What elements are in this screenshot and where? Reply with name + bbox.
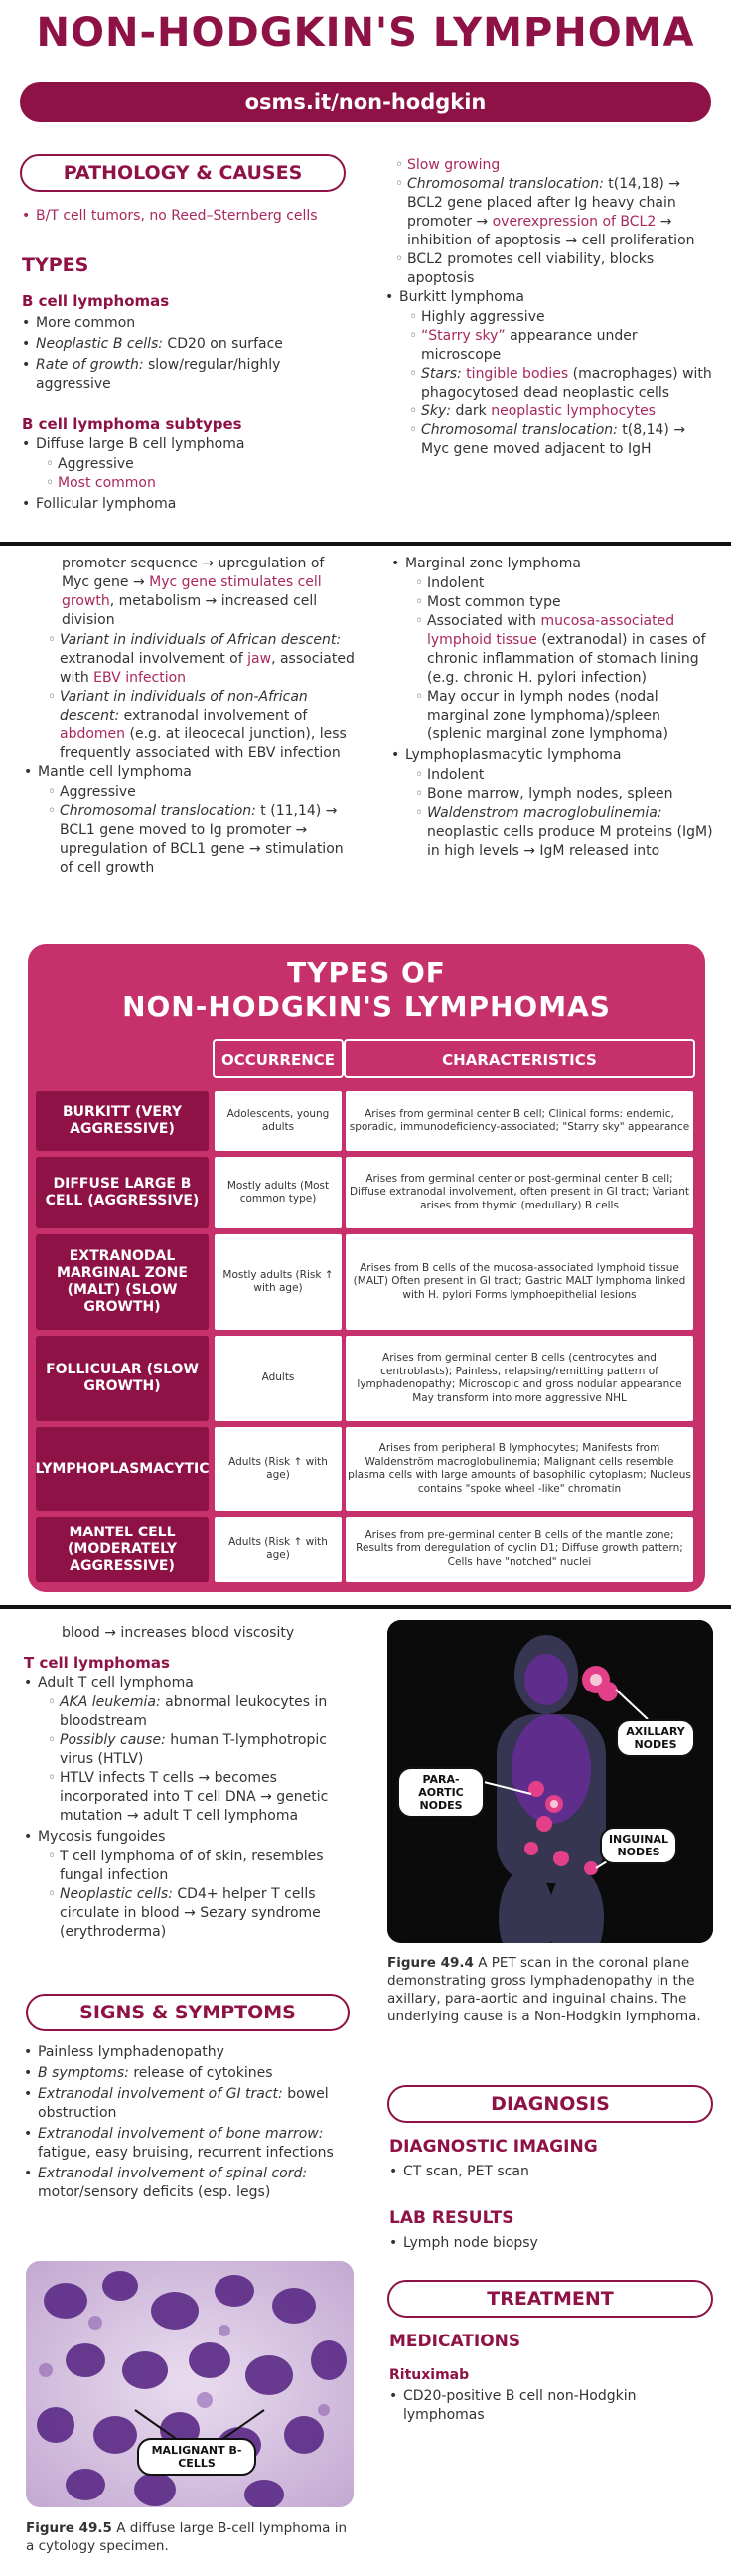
burkitt-continued: promoter sequence → upregulation of Myc gene → Myc gene stimulates cell growth, metabolism → increased cell division ◦ Variant in individuals of African descent: extranodal involvement of jaw, associated with EBV infection ◦ Variant in individuals of non-African descent: extranodal involvement of abdomen (e.g. at ileocecal junction), less frequently associated with EBV infection • Mantle cell lymphoma ◦ Aggressive ◦ Chromosomal translocation: t (11,14) → BCL1 gene moved to Ig promoter → upregulation of BCL1 gene → stimulation of cell growth [38,555,356,880]
list-item: ◦ T cell lymphoma of of skin, resembles fungal infection [48,1848,352,1885]
tcell-list [24,1674,352,1944]
figure-49-5-caption: Figure 49.5 A diffuse large B-cell lymphoma in a cytology specimen. [26,2520,348,2554]
list-item: • B symptoms: release of cytokines [24,2064,352,2083]
list-item: ◦ AKA leukemia: abnormal leukocytes in bloodstream [48,1693,352,1731]
table-cell-characteristics: Arises from germinal center B cells (centrocytes and centroblasts); Painless, relapsing/remitting pattern of lymphadenopathy; Microscopic and gross nodular appearance May transform into more aggressive NHL [346,1336,693,1421]
table-cell-occurrence: Mostly adults (Most common type) [215,1157,342,1228]
list-item: • Diffuse large B cell lymphoma ◦ Aggressive ◦ Most common [22,435,350,493]
table-cell-occurrence: Adults [215,1336,342,1421]
medications-heading: MEDICATIONS [389,2332,521,2351]
list-item: • Follicular lymphoma [22,495,350,514]
pathology-header: PATHOLOGY & CAUSES [20,154,346,192]
inguinal-nodes-label: INGUINAL NODES [600,1827,677,1864]
list-item: ◦ Variant in individuals of non-African descent: extranodal involvement of abdomen (e.g. at ileocecal junction), less frequently associated with EBV infection [48,688,356,763]
list-item: • Extranodal involvement of GI tract: bowel obstruction [24,2085,352,2123]
list-item: • Neoplastic B cells: CD20 on surface [22,335,350,354]
list-item: ◦ Sky: dark neoplastic lymphocytes [409,402,713,421]
list-item: • Lymph node biopsy [389,2234,713,2253]
list-item: • More common [22,314,350,333]
list-item: ◦ Neoplastic cells: CD4+ helper T cells circulate in blood → Sezary syndrome (erythroderma) [48,1885,352,1942]
table-cell-occurrence: Mostly adults (Risk ↑ with age) [215,1234,342,1330]
list-item: ◦ Most common [46,474,350,493]
list-item: • CD20-positive B cell non-Hodgkin lymphomas [389,2387,713,2425]
list-item: ◦ Most common type [415,593,713,612]
subtypes-list [22,435,350,516]
bcell-list [22,314,350,396]
table-cell-characteristics: Arises from pre-germinal center B cells of the mantle zone; Results from deregulation of cyclin D1; Diffuse growth pattern; Cells have "notched" nuclei [346,1517,693,1582]
subtypes-heading: B cell lymphoma subtypes [22,415,242,433]
table-row-label: DIFFUSE LARGE B CELL (AGGRESSIVE) [36,1157,209,1228]
table-cell-occurrence: Adults (Risk ↑ with age) [215,1427,342,1511]
page-title: NON-HODGKIN'S LYMPHOMA [36,10,695,56]
table-row-label: LYMPHOPLASMACYTIC [36,1427,209,1511]
list-item: ◦ Slow growing [395,156,713,175]
list-item: ◦ Associated with mucosa-associated lymphoid tissue (extranodal) in cases of chronic inflammation of stomach lining (e.g. chronic H. pylori infection) [415,612,713,688]
list-item: • Mantle cell lymphoma ◦ Aggressive ◦ Chromosomal translocation: t (11,14) → BCL1 gene moved to Ig promoter → upregulation of BCL1 gene → stimulation of cell growth [24,763,356,878]
table-cell-characteristics: Arises from peripheral B lymphocytes; Manifests from Waldenström macroglobulinemia; Malignant cells resemble plasma cells with large amounts of basophilic cytoplasm; Nucleus contains "spoke wheel -like" chromatin [346,1427,693,1511]
list-item: ◦ Aggressive [48,783,356,802]
types-table-panel [28,944,705,1592]
list-item: • Painless lymphadenopathy [24,2043,352,2062]
diagnostic-imaging-heading: DIAGNOSTIC IMAGING [389,2137,598,2157]
list-item: ◦ Variant in individuals of African descent: extranodal involvement of jaw, associated with EBV infection [48,631,356,688]
tcell-heading: T cell lymphomas [24,1654,170,1672]
malignant-bcells-label: MALIGNANT B-CELLS [137,2438,256,2476]
list-item: ◦ Bone marrow, lymph nodes, spleen [415,785,713,804]
list-item: • Extranodal involvement of bone marrow: fatigue, easy bruising, recurrent infections [24,2125,352,2163]
table-title: TYPES OF NON-HODGKIN'S LYMPHOMAS [122,956,611,1023]
table-cell-occurrence: Adolescents, young adults [215,1091,342,1151]
table-row-label: BURKITT (VERY AGGRESSIVE) [36,1091,209,1151]
divider [0,542,731,546]
types-heading: TYPES [22,254,89,276]
imaging-list [389,2163,713,2183]
list-item: ◦ May occur in lymph nodes (nodal marginal zone lymphoma)/spleen (splenic marginal zone lymphoma) [415,688,713,744]
signs-list [24,2043,352,2204]
follicular-details [395,155,713,461]
table-row-label: MANTEL CELL (MODERATELY AGGRESSIVE) [36,1517,209,1582]
divider [0,1605,731,1609]
rituximab-heading: Rituximab [389,2367,470,2383]
list-item: • Extranodal involvement of spinal cord: motor/sensory deficits (esp. legs) [24,2165,352,2202]
para-aortic-nodes-label: PARA-AORTIC NODES [397,1767,485,1818]
table-header-characteristics: CHARACTERISTICS [344,1039,695,1078]
list-item: ◦ Possibly cause: human T-lymphotropic virus (HTLV) [48,1731,352,1769]
table-row-label: EXTRANODAL MARGINAL ZONE (MALT) (SLOW GROWTH) [36,1234,209,1330]
list-item: ◦ HTLV infects T cells → becomes incorporated into T cell DNA → genetic mutation → adult T cell lymphoma [48,1769,352,1826]
table-cell-occurrence: Adults (Risk ↑ with age) [215,1517,342,1582]
treatment-header: TREATMENT [387,2280,713,2318]
axillary-nodes-label: AXILLARY NODES [616,1719,695,1757]
lympho-continued: blood → increases blood viscosity [62,1625,295,1641]
table-header-occurrence: OCCURRENCE [213,1039,344,1078]
list-item: ◦ Highly aggressive [409,308,713,327]
list-item: ◦ Waldenstrom macroglobulinemia: neoplastic cells produce M proteins (IgM) in high levels → IgM released into [415,804,713,861]
lab-list [389,2234,713,2255]
rituximab-list [389,2387,713,2427]
marginal-lympho-list [391,555,713,863]
bcell-heading: B cell lymphomas [22,292,170,310]
list-item: • Burkitt lymphoma ◦ Highly aggressive ◦ “Starry sky” appearance under microscope ◦ Stars: tingible bodies (macrophages) with phagocytosed dead neoplastic cells ◦ Sky: dark neoplastic lymphocytes ◦ Chromosomal translocation: t(8,14) → Myc gene moved adjacent to IgH [385,288,713,459]
list-item: ◦ Chromosomal translocation: t(14,18) → BCL2 gene placed after Ig heavy chain promoter → overexpression of BCL2 → inhibition of apoptosis → cell proliferation [395,175,713,250]
list-item: • Marginal zone lymphoma ◦ Indolent ◦ Most common type ◦ Associated with mucosa-associated lymphoid tissue (extranodal) in cases of chronic inflammation of stomach lining (e.g. chronic H. pylori infection) ◦ May occur in lymph nodes (nodal marginal zone lymphoma)/spleen (splenic marginal zone lymphoma) [391,555,713,744]
list-item: • Mycosis fungoides ◦ T cell lymphoma of of skin, resembles fungal infection ◦ Neoplastic cells: CD4+ helper T cells circulate in blood → Sezary syndrome (erythroderma) [24,1828,352,1942]
table-cell-characteristics: Arises from germinal center B cell; Clinical forms: endemic, sporadic, immunodeficiency-associated; "Starry sky" appearance [346,1091,693,1151]
list-item: ◦ Indolent [415,766,713,785]
list-item: • Lymphoplasmacytic lymphoma ◦ Indolent ◦ Bone marrow, lymph nodes, spleen ◦ Waldenstrom macroglobulinemia: neoplastic cells produce M proteins (IgM) in high levels → IgM released into [391,746,713,861]
list-item: ◦ Stars: tingible bodies (macrophages) with phagocytosed dead neoplastic cells [409,365,713,402]
list-item: ◦ Chromosomal translocation: t (11,14) → BCL1 gene moved to Ig promoter → upregulation of BCL1 gene → stimulation of cell growth [48,802,356,878]
figure-49-4-caption: Figure 49.4 A PET scan in the coronal plane demonstrating gross lymphadenopathy in the axillary, para-aortic and inguinal chains. The underlying cause is a Non-Hodgkin lymphoma. [387,1955,701,2024]
list-item: ◦ Indolent [415,574,713,593]
list-item: ◦ BCL2 promotes cell viability, blocks apoptosis [395,250,713,288]
table-row-label: FOLLICULAR (SLOW GROWTH) [36,1336,209,1421]
url-banner[interactable]: osms.it/non-hodgkin [20,82,711,122]
list-item: ◦ Chromosomal translocation: t(8,14) → Myc gene moved adjacent to IgH [409,421,713,459]
cause-item: • B/T cell tumors, no Reed–Sternberg cells [22,207,350,226]
pet-scan-image [387,1620,713,1943]
lab-results-heading: LAB RESULTS [389,2208,514,2228]
cytology-image [26,2261,354,2507]
list-item: • Rate of growth: slow/regular/highly aggressive [22,356,350,394]
list-item: ◦ “Starry sky” appearance under microscope [409,327,713,365]
list-item: ◦ Aggressive [46,455,350,474]
signs-header: SIGNS & SYMPTOMS [26,1994,350,2031]
list-item: • Adult T cell lymphoma ◦ AKA leukemia: abnormal leukocytes in bloodstream ◦ Possibly cause: human T-lymphotropic virus (HTLV) ◦ HTLV infects T cells → becomes incorporated into T cell DNA → genetic mutation → adult T cell lymphoma [24,1674,352,1826]
table-cell-characteristics: Arises from B cells of the mucosa-associated lymphoid tissue (MALT) Often present in GI tract; Gastric MALT lymphoma linked with H. pylori Forms lymphoepithelial lesions [346,1234,693,1330]
cause-list [22,207,350,228]
table-cell-characteristics: Arises from germinal center or post-germinal center B cell; Diffuse extranodal involvement, often present in GI tract; Variant arises from thymic (medullary) B cells [346,1157,693,1228]
diagnosis-header: DIAGNOSIS [387,2085,713,2123]
list-item: • CT scan, PET scan [389,2163,713,2181]
